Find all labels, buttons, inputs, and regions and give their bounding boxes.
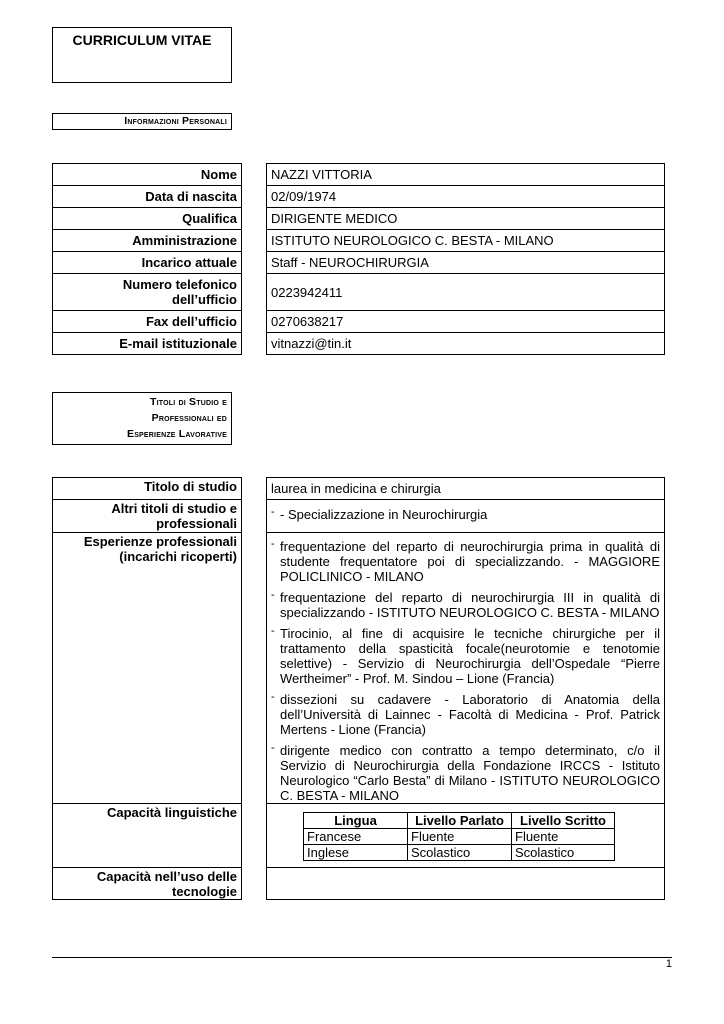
- page-number: 1: [665, 958, 672, 970]
- field-label: Data di nascita: [53, 186, 242, 208]
- column-header: Lingua: [304, 813, 408, 829]
- field-value: 0223942411: [267, 274, 665, 311]
- list-item: - dirigente medico con contratto a tempo determinato, c/o il Servizio di Neurochirurgia della Fondazione IRCCS - Istituto Neurologico “Carlo Besta” di Milano - ISTITUTO NEUROLOGICO C. BESTA - MILANO: [271, 742, 660, 803]
- table-row: [53, 478, 665, 500]
- field-value: [267, 533, 665, 804]
- table-row: [53, 274, 665, 311]
- field-value: laurea in medicina e chirurgia: [267, 478, 665, 500]
- table-row: [53, 333, 665, 355]
- field-label: Altri titoli di studio e professionali: [53, 500, 242, 533]
- table-row: [53, 500, 665, 533]
- list-item: - dissezioni su cadavere - Laboratorio di Anatomia della dell’Università di Lainnec - Facoltà di Medicina - Prof. Patrick Mertens - Lione (Francia): [271, 691, 660, 737]
- field-label: E-mail istituzionale: [53, 333, 242, 355]
- table-cell: Fluente: [408, 829, 512, 845]
- title-box: [52, 27, 232, 83]
- footer-divider: [52, 957, 672, 958]
- field-value: Staff - NEUROCHIRURGIA: [267, 252, 665, 274]
- field-label: Qualifica: [53, 208, 242, 230]
- field-label: Capacità linguistiche: [53, 804, 242, 868]
- field-label: Fax dell’ufficio: [53, 311, 242, 333]
- page-title: CURRICULUM VITAE: [72, 32, 212, 48]
- column-header: Livello Scritto: [512, 813, 615, 829]
- field-value: NAZZI VITTORIA: [267, 164, 665, 186]
- table-header-row: [304, 813, 615, 829]
- section-header-education: Titoli di Studio e Professionali ed Esperienze Lavorative: [52, 392, 232, 445]
- table-row: [53, 230, 665, 252]
- field-label: Incarico attuale: [53, 252, 242, 274]
- table-cell: Scolastico: [408, 845, 512, 861]
- table-cell: Inglese: [304, 845, 408, 861]
- field-label: Numero telefonico dell’ufficio: [53, 274, 242, 311]
- field-label: Capacità nell’uso delle tecnologie: [53, 868, 242, 900]
- field-value: [267, 500, 665, 533]
- column-header: Livello Parlato: [408, 813, 512, 829]
- table-row: [53, 533, 665, 804]
- personal-info-table: [52, 163, 665, 355]
- table-row: [53, 868, 665, 900]
- field-value: ISTITUTO NEUROLOGICO C. BESTA - MILANO: [267, 230, 665, 252]
- table-row: [53, 186, 665, 208]
- field-value: DIRIGENTE MEDICO: [267, 208, 665, 230]
- list-item: - Tirocinio, al fine di acquisire le tecniche chirurgiche per il trattamento della spasticità focale(neurotomie e tenotomie selettive) - Servizio di Neurochirurgia dell’Ospedale “Pierre Wertheimer” - Prof. M. Sindou – Lione (Francia): [271, 625, 660, 686]
- languages-table: [303, 812, 615, 861]
- list-item: - - Specializzazione in Neurochirurgia: [271, 506, 488, 522]
- table-row: [53, 311, 665, 333]
- table-row: [53, 208, 665, 230]
- table-row: [304, 845, 615, 861]
- table-row: [53, 804, 665, 868]
- field-label: Titolo di studio: [53, 478, 242, 500]
- table-cell: Scolastico: [512, 845, 615, 861]
- list-item: - frequentazione del reparto di neurochirurgia prima in qualità di studente frequentatore poi di specializzando. - MAGGIORE POLICLINICO - MILANO: [271, 538, 660, 584]
- table-row: [53, 164, 665, 186]
- field-value: [267, 868, 665, 900]
- list-item: - frequentazione del reparto di neurochirurgia III in qualità di specializzando - ISTITUTO NEUROLOGICO C. BESTA - MILANO: [271, 589, 660, 620]
- field-value: 0270638217: [267, 311, 665, 333]
- field-value: vitnazzi@tin.it: [267, 333, 665, 355]
- section-header-personal: Informazioni Personali: [52, 113, 232, 130]
- field-value: [267, 804, 665, 868]
- table-cell: Fluente: [512, 829, 615, 845]
- field-label: Amministrazione: [53, 230, 242, 252]
- table-row: [53, 252, 665, 274]
- field-value: 02/09/1974: [267, 186, 665, 208]
- field-label: Esperienze professionali (incarichi ricoperti): [53, 533, 242, 804]
- education-table: [52, 477, 665, 900]
- table-cell: Francese: [304, 829, 408, 845]
- table-row: [304, 829, 615, 845]
- field-label: Nome: [53, 164, 242, 186]
